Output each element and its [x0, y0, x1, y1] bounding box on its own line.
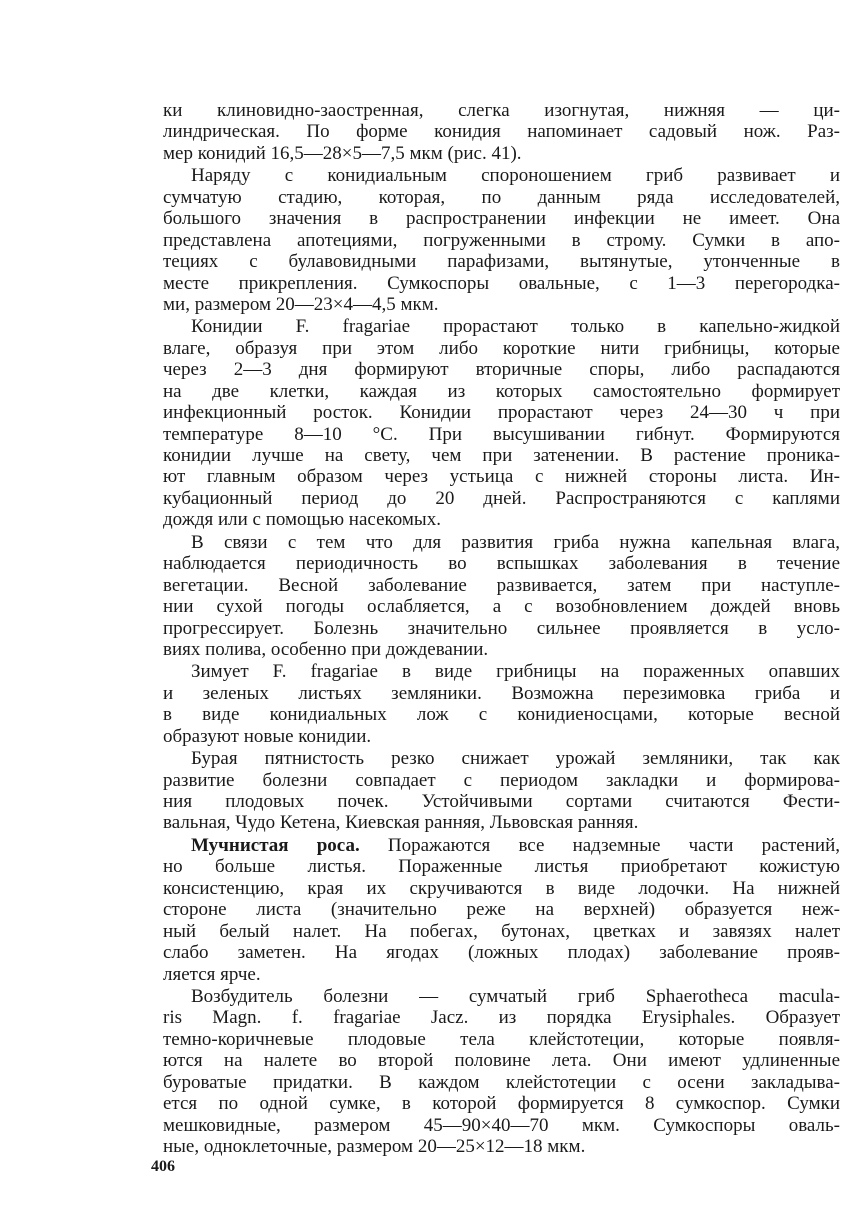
text-line: ния плодовых почек. Устойчивыми сортами считаются Фести- [163, 791, 840, 812]
paragraph [163, 316, 840, 530]
text-line: линдрическая. По форме конидия напоминает садовый нож. Раз- [163, 121, 840, 143]
text-line: и зеленых листьях земляники. Возможна перезимовка гриба и [163, 682, 840, 704]
text-line [163, 835, 840, 856]
text-line: ются на налете во второй половине лета. Они имеют удлиненные [163, 1050, 840, 1072]
paragraph [163, 986, 840, 1158]
text-line: наблюдается периодичность во вспышках заболевания в течение [163, 553, 840, 575]
text-line: ляется ярче. [163, 963, 261, 985]
text-line: ris Magn. f. fragariae Jacz. из порядка Erysiphales. Образует [163, 1007, 840, 1029]
section-heading: Мучнистая роса. [191, 834, 360, 856]
text-line: ется по одной сумке, в которой формируется 8 сумкоспор. Сумки [163, 1093, 840, 1115]
text-line: мер конидий 16,5—28×5—7,5 мкм (рис. 41). [163, 142, 522, 164]
paragraph [163, 748, 840, 834]
text-line: ют главным образом через устьица с нижней стороны листа. Ин- [163, 466, 840, 488]
text-line: кубационный период до 20 дней. Распространяются с каплями [163, 487, 840, 509]
text-line: большого значения в распространении инфекции не имеет. Она [163, 208, 840, 230]
text-line: ки клиновидно-заостренная, слегка изогнутая, нижняя — ци- [163, 100, 840, 121]
text-line: через 2—3 дня формируют вторичные споры, либо распадаются [163, 359, 840, 381]
text-line: тециях с булавовидными парафизами, вытянутые, утонченные в [163, 251, 840, 273]
text-line: Наряду с конидиальным спороношением гриб развивает и [191, 165, 840, 187]
text-line: Бурая пятнистость резко снижает урожай земляники, так как [191, 748, 840, 770]
text-line: прогрессирует. Болезнь значительно сильнее проявляется в усло- [163, 617, 840, 639]
text-line: консистенцию, края их скручиваются в виде лодочки. На нижней [163, 877, 840, 899]
paragraph [163, 100, 840, 164]
text-line: образуют новые конидии. [163, 725, 372, 747]
text-line: Возбудитель болезни — сумчатый гриб Sphaerotheca macula- [191, 985, 840, 1007]
text-line: нии сухой погоды ослабляется, а с возобновлением дождей вновь [163, 596, 840, 618]
text-line: сумчатую стадию, которая, по данным ряда исследователей, [163, 186, 840, 208]
text-line: на две клетки, каждая из которых самостоятельно формирует [163, 380, 840, 402]
text-line: развитие болезни совпадает с периодом закладки и формирова- [163, 769, 840, 791]
text-line: В связи с тем что для развития гриба нужна капельная влага, [191, 531, 840, 553]
text-line-rest: Поражаются все надземные части растений, [359, 834, 840, 856]
text-line: инфекционный росток. Конидии прорастают через 24—30 ч при [163, 402, 840, 424]
text-line: температуре 8—10 °С. При высушивании гибнут. Формируются [163, 423, 840, 445]
text-line: представлена апотециями, погруженными в строму. Сумки в апо- [163, 229, 840, 251]
text-line: вегетации. Весной заболевание развивается, затем при наступле- [163, 574, 840, 596]
text-line: вальная, Чудо Кетена, Киевская ранняя, Львовская ранняя. [163, 812, 639, 834]
paragraph [163, 661, 840, 747]
text-line: виях полива, особенно при дождевании. [163, 638, 489, 660]
paragraph [163, 532, 840, 661]
text-line: темно-коричневые плодовые тела клейстотеции, которые появля- [163, 1028, 840, 1050]
paragraph [163, 165, 840, 315]
text-line: стороне листа (значительно реже на верхней) образуется неж- [163, 899, 840, 921]
text-line: ми, размером 20—23×4—4,5 мкм. [163, 293, 439, 315]
text-line: месте прикрепления. Сумкоспоры овальные, с 1—3 перегородка- [163, 272, 840, 294]
text-line: ные, одноклеточные, размером 20—25×12—18 мкм. [163, 1136, 586, 1157]
text-line: мешковидные, размером 45—90×40—70 мкм. Сумкоспоры оваль- [163, 1114, 840, 1136]
text-line: дождя или с помощью насекомых. [163, 509, 441, 531]
text-line: Конидии F. fragariae прорастают только в капельно-жидкой [191, 316, 840, 338]
text-line: конидии лучше на свету, чем при затенении. В растение проника- [163, 445, 840, 466]
text-line: в виде конидиальных лож с конидиеносцами, которые весной [163, 704, 840, 726]
text-line: слабо заметен. На ягодах (ложных плодах) заболевание прояв- [163, 942, 840, 964]
paragraph [163, 835, 840, 985]
page-number: 406 [151, 1158, 175, 1175]
text-line: буроватые придатки. В каждом клейстотеции с осени закладыва- [163, 1071, 840, 1093]
page-body-text [163, 100, 840, 1158]
text-line: Зимует F. fragariae в виде грибницы на пораженных опавших [191, 661, 840, 683]
text-line: влаге, образуя при этом либо короткие нити грибницы, которые [163, 337, 840, 359]
text-line: но больше листья. Пораженные листья приобретают кожистую [163, 856, 840, 878]
text-line: ный белый налет. На побегах, бутонах, цветках и завязях налет [163, 920, 840, 942]
